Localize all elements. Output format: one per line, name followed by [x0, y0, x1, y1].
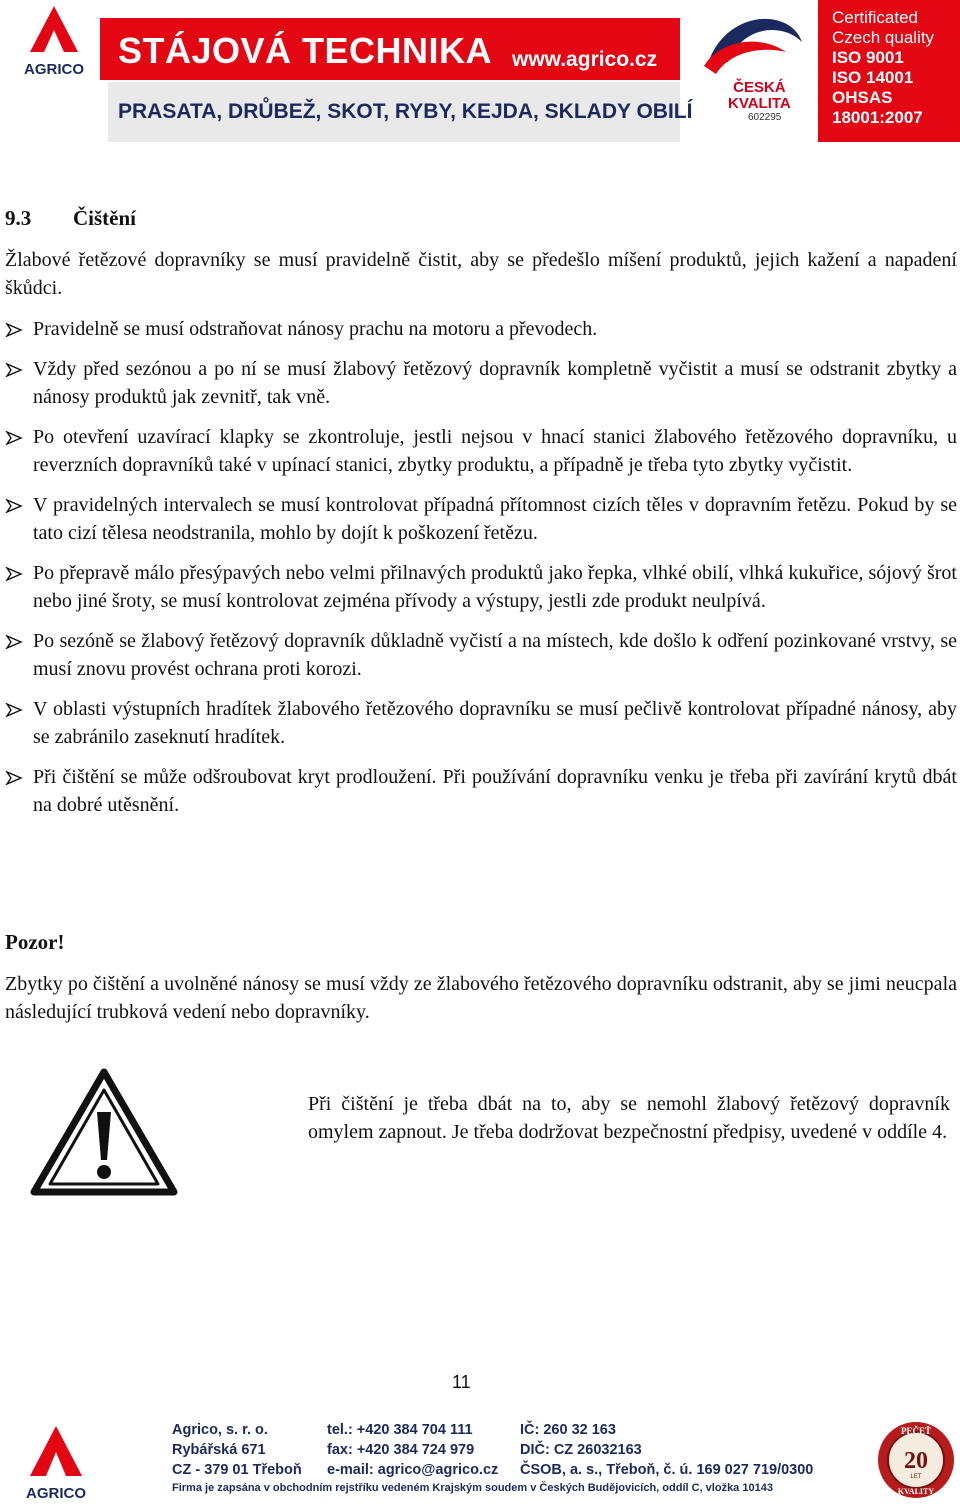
- footer-contact: [327, 1420, 498, 1480]
- list-item: [5, 491, 957, 547]
- section-number: 9.3: [5, 206, 32, 230]
- quality-seal-icon: [876, 1418, 956, 1502]
- quality-number: 602295: [748, 112, 782, 123]
- cert-line: 18001:2007: [832, 108, 923, 127]
- footer-line: fax: +420 384 724 979: [327, 1442, 475, 1458]
- footer-company: [172, 1420, 302, 1480]
- list-item-text: Po sezóně se žlabový řetězový dopravník důkladně vyčistí a na místech, kde došlo k odření pozinkované vrstvy, se musí znovu provést ochrana proti korozi.: [33, 630, 957, 680]
- warning-heading: Pozor!: [5, 930, 65, 954]
- arrow-bullet-icon: [5, 363, 23, 377]
- footer-line: tel.: +420 384 704 111: [327, 1422, 473, 1438]
- arrow-bullet-icon: [5, 499, 23, 513]
- cert-line: Czech quality: [832, 28, 935, 47]
- footer-logo-text: AGRICO: [26, 1485, 86, 1502]
- logo-text: AGRICO: [24, 61, 84, 78]
- page-header: [0, 0, 960, 142]
- list-item: [5, 695, 957, 751]
- footer-line: e-mail: agrico@agrico.cz: [327, 1462, 499, 1478]
- cert-line: OHSAS: [832, 88, 893, 107]
- header-subtitle: PRASATA, DRŮBEŽ, SKOT, RYBY, KEJDA, SKLADY OBILÍ: [118, 100, 693, 123]
- list-item: [5, 559, 957, 615]
- footer-line: CZ - 379 01 Třeboň: [172, 1462, 302, 1478]
- footer-line: Agrico, s. r. o.: [172, 1422, 268, 1438]
- section-title: Čištění: [73, 206, 136, 230]
- arrow-bullet-icon: [5, 635, 23, 649]
- arrow-bullet-icon: [5, 323, 23, 337]
- quality-mark-line: ČESKÁ: [733, 79, 786, 96]
- list-item: [5, 423, 957, 479]
- footer-line: DIČ: CZ 26032163: [520, 1442, 642, 1458]
- arrow-bullet-icon: [5, 567, 23, 581]
- list-item-text: V oblasti výstupních hradítek žlabového řetězového dopravníku se musí pečlivě kontrolovat případné nánosy, aby se zabránilo zaseknutí hradítek.: [33, 698, 957, 748]
- footer-line: Rybářská 671: [172, 1442, 266, 1458]
- seal-text-mid: LET: [910, 1474, 922, 1480]
- list-item-text: Pravidelně se musí odstraňovat nánosy prachu na motoru a převodech.: [33, 318, 598, 340]
- list-item: [5, 355, 957, 411]
- arrow-bullet-icon: [5, 771, 23, 785]
- header-url: www.agrico.cz: [512, 48, 658, 71]
- list-item-text: V pravidelných intervalech se musí kontrolovat případná přítomnost cizích těles v dopravním řetězu. Pokud by se tato cizí tělesa neodstranila, mohlo by dojít k poškození řetězu.: [33, 494, 957, 544]
- list-item: [5, 763, 957, 819]
- section-heading: [5, 206, 136, 231]
- list-item-text: Po otevření uzavírací klapky se zkontroluje, jestli nejsou v hnací stanici žlabového řetězového dopravníku, u reverzních dopravníků také v upínací stanici, zbytky produktu, a případně je třeba tyto zbytky vyčistit.: [33, 426, 957, 476]
- list-item-text: Při čištění se může odšroubovat kryt prodloužení. Při používání dopravníku venku je třeba při zavírání krytů dbát na dobré utěsnění.: [33, 766, 957, 816]
- quality-mark: [728, 80, 791, 112]
- arrow-bullet-icon: [5, 431, 23, 445]
- seal-number: 20: [904, 1448, 928, 1474]
- agrico-logo: [0, 0, 108, 82]
- intro-paragraph: Žlabové řetězové dopravníky se musí pravidelně čistit, aby se předešlo míšení produktů, jejich kažení a napadení škůdci.: [5, 249, 957, 299]
- seal-text-bottom: KVALITY: [897, 1487, 935, 1496]
- cert-line: ISO 14001: [832, 68, 914, 87]
- warning-paragraph: Zbytky po čištění a uvolněné nánosy se musí vždy ze žlabového řetězového dopravníku odstranit, aby se jimi neucpala následující trubková vedení nebo dopravníky.: [5, 973, 957, 1023]
- list-item-text: Po přepravě málo přesýpavých nebo velmi přilnavých produktů jako řepka, vlhké obilí, vlhká kukuřice, sójový šrot nebo jiné šroty, se musí kontrolovat zejména přívody a výstupy, jestli zde produkt neulpívá.: [33, 562, 957, 612]
- page-number: 11: [452, 1372, 471, 1392]
- seal-text-top: PEČEŤ: [900, 1426, 932, 1436]
- footer-line: IČ: 260 32 163: [520, 1422, 616, 1438]
- list-item: [5, 627, 957, 683]
- cert-line: Certificated: [832, 8, 918, 27]
- agrico-footer-logo: [0, 1418, 112, 1504]
- list-item-text: Vždy před sezónou a po ní se musí žlabový řetězový dopravník kompletně vyčistit a musí se odstranit zbytky a nánosy produktů jak zevnitř, tak vně.: [33, 358, 957, 408]
- footer-ids: [520, 1420, 813, 1480]
- footer-line: ČSOB, a. s., Třeboň, č. ú. 169 027 719/0300: [520, 1462, 814, 1478]
- quality-mark-line: KVALITA: [728, 95, 791, 112]
- warning-note: Při čištění je třeba dbát na to, aby se nemohl žlabový řetězový dopravník omylem zapnout. Je třeba dodržovat bezpečnostní předpisy, uvedené v oddíle 4.: [308, 1093, 950, 1143]
- arrow-bullet-icon: [5, 703, 23, 717]
- certificates-box: [818, 0, 960, 142]
- header-title: STÁJOVÁ TECHNIKA: [118, 30, 493, 71]
- cleaning-bullet-list: [5, 315, 957, 831]
- list-item: [5, 315, 957, 343]
- footer-register-note: Firma je zapsána v obchodním rejstříku vedeném Krajským soudem v Českých Budějovicích, oddíl C, vložka 10143: [172, 1482, 773, 1494]
- warning-triangle-icon: [30, 1068, 178, 1196]
- cert-line: ISO 9001: [832, 48, 904, 67]
